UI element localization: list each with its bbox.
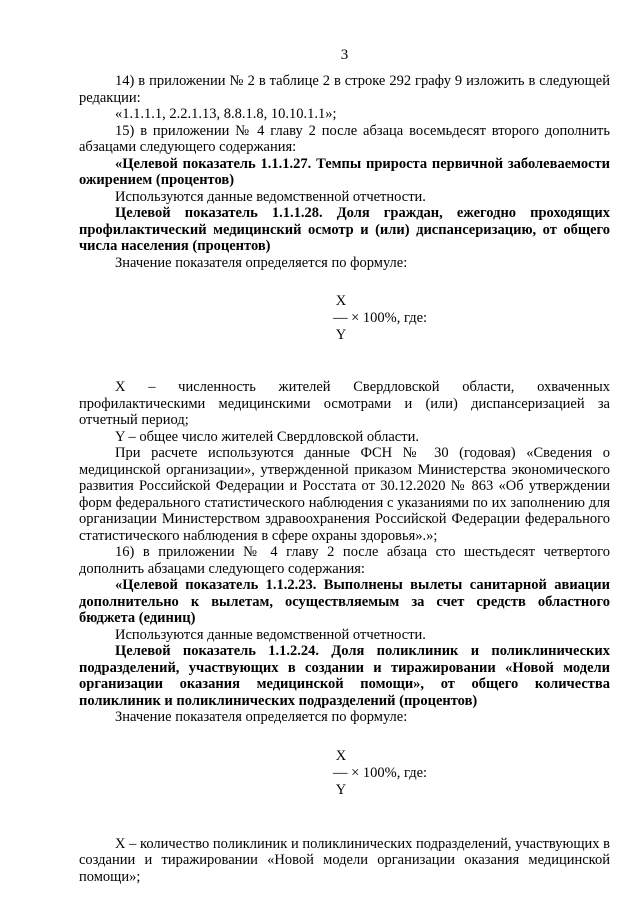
document-body xyxy=(79,73,610,885)
paragraph-y-definition: Y – общее число жителей Свердловской области. xyxy=(115,428,419,445)
formula-fraction-line: — × 100%, где: xyxy=(333,310,428,326)
formula-denominator: Y xyxy=(335,327,347,343)
paragraph-item-15: 15) в приложении № 4 главу 2 после абзаца восемьдесят второго дополнить абзацами следующего содержания: xyxy=(79,122,610,155)
paragraph-data-source: Используются данные ведомственной отчетности. xyxy=(115,188,426,205)
formula-fraction-line: — × 100%, где: xyxy=(333,764,428,781)
indicator-heading-1-1-2-24: Целевой показатель 1.1.2.24. Доля поликлиник и поликлинических подразделений, участвующих в создании и тиражировании «Новой модели организации оказания медицинской помощи», от общего количества поликлиник и поликлинических подразделений (процентов) xyxy=(79,643,610,709)
indicator-heading-1-1-1-27: «Целевой показатель 1.1.1.27. Темпы прироста первичной заболеваемости ожирением (процентов) xyxy=(79,155,610,188)
paragraph-calculation-source: При расчете используются данные ФСН № 30 (годовая) «Сведения о медицинской организации», утвержденной приказом Министерства экономического развития Российской Федерации и Росстата от 30.12.2020 № 863 «Об утверждении форм федерального статистического наблюдения с указаниями по их заполнению для организации Министерством здравоохранения Российской Федерации федерального статистического наблюдения в сфере охраны здоровья».»; xyxy=(79,445,610,544)
paragraph-formula-intro: Значение показателя определяется по формуле: xyxy=(115,254,408,271)
paragraph-data-source-2: Используются данные ведомственной отчетности. xyxy=(115,626,426,643)
formula-numerator: X xyxy=(335,293,347,309)
paragraph-formula-intro-2: Значение показателя определяется по формуле: xyxy=(115,709,408,725)
indicator-heading-1-1-1-28: Целевой показатель 1.1.1.28. Доля граждан, ежегодно проходящих профилактический медицинский осмотр и (или) диспансеризацию, от общего числа населения (процентов) xyxy=(79,205,610,254)
paragraph-item-16: 16) в приложении № 4 главу 2 после абзаца сто шестьдесят четвертого дополнить абзацами следующего содержания: xyxy=(79,544,610,577)
indicator-heading-1-1-2-23: «Целевой показатель 1.1.2.23. Выполнены вылеты санитарной авиации дополнительно к вылетам, осуществляемым за счет средств областного бюджета (единиц) xyxy=(79,577,610,626)
formula-2 xyxy=(79,748,610,799)
formula-denominator: Y xyxy=(335,781,347,798)
paragraph-x-definition: X – численность жителей Свердловской области, охваченных профилактическими медицинскими осмотрами и (или) диспансеризацией за отчетный период; xyxy=(79,379,610,428)
paragraph-item-14: 14) в приложении № 2 в таблице 2 в строке 292 графу 9 изложить в следующей редакции: xyxy=(79,73,610,106)
paragraph-x-definition-2: X – количество поликлиник и поликлинических подразделений, участвующих в создании и тиражировании «Новой модели организации оказания медицинской помощи»; xyxy=(79,835,610,885)
formula-1 xyxy=(79,293,610,344)
paragraph-new-codes: «1.1.1.1, 2.2.1.13, 8.8.1.8, 10.10.1.1»; xyxy=(115,106,337,122)
page-number: 3 xyxy=(340,47,349,63)
formula-numerator: X xyxy=(335,747,347,764)
